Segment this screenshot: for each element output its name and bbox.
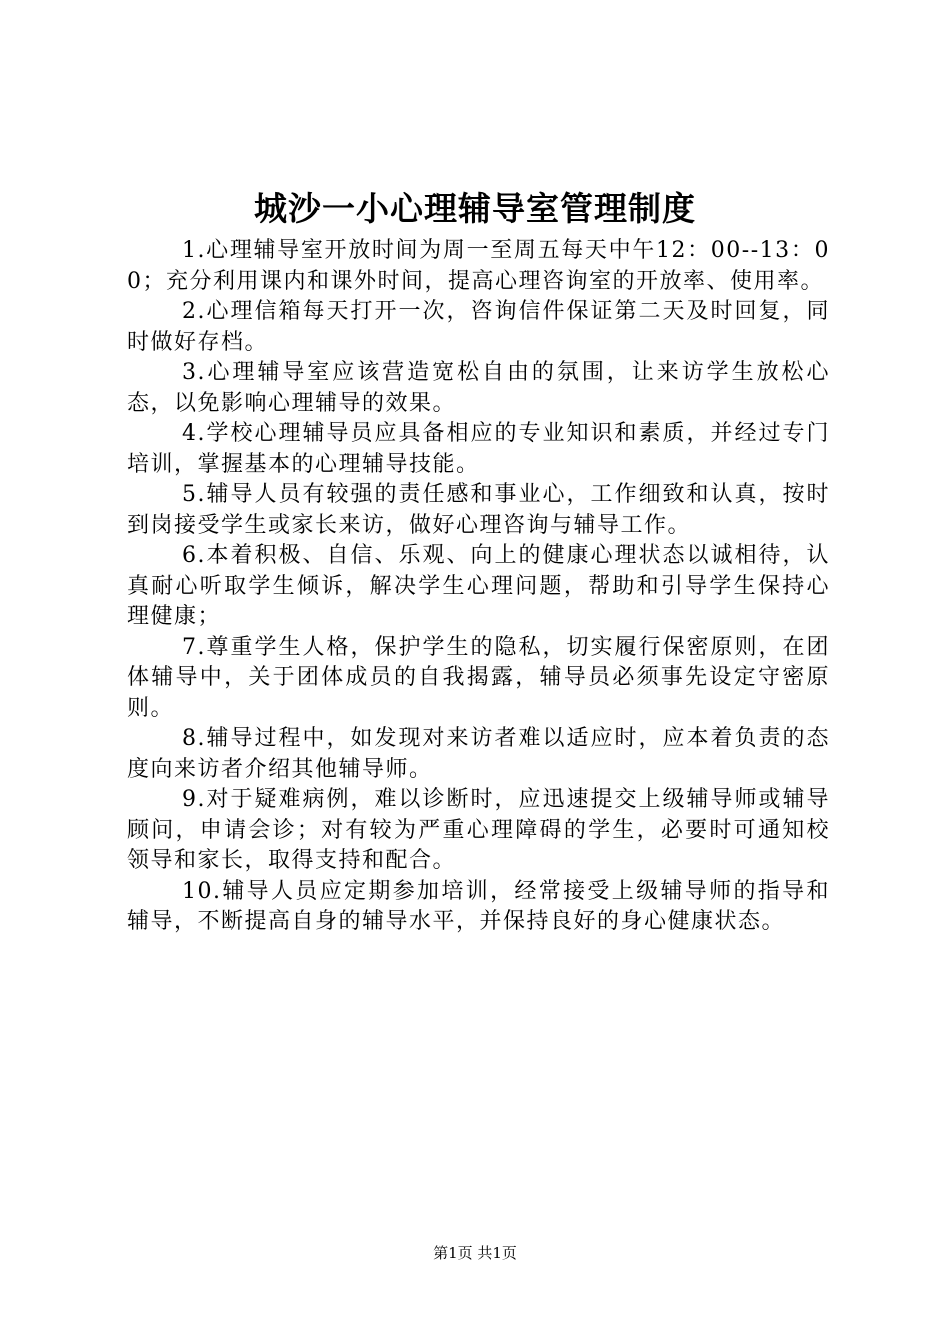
paragraph-5: 5.辅导人员有较强的责任感和事业心，工作细致和认真，按时到岗接受学生或家长来访，做好心理咨询与辅导工作。	[127, 482, 830, 538]
document-body	[127, 236, 830, 938]
paragraph-9: 9.对于疑难病例，难以诊断时，应迅速提交上级辅导师或辅导顾问，申请会诊；对有较为严重心理障碍的学生，必要时可通知校领导和家长，取得支持和配合。	[127, 787, 830, 873]
paragraph-2: 2.心理信箱每天打开一次，咨询信件保证第二天及时回复，同时做好存档。	[127, 299, 830, 355]
paragraph-10: 10.辅导人员应定期参加培训，经常接受上级辅导师的指导和辅导，不断提高自身的辅导水平，并保持良好的身心健康状态。	[127, 878, 830, 934]
paragraph-3: 3.心理辅导室应该营造宽松自由的氛围，让来访学生放松心态，以免影响心理辅导的效果。	[127, 360, 830, 416]
paragraph-7: 7.尊重学生人格，保护学生的隐私，切实履行保密原则，在团体辅导中，关于团体成员的自我揭露，辅导员必须事先设定守密原则。	[127, 634, 830, 721]
paragraph-4: 4.学校心理辅导员应具备相应的专业知识和素质，并经过专门培训，掌握基本的心理辅导技能。	[127, 421, 830, 477]
page-footer: 第1页 共1页	[433, 1244, 517, 1262]
paragraph-6: 6.本着积极、自信、乐观、向上的健康心理状态以诚相待，认真耐心听取学生倾诉，解决学生心理问题，帮助和引导学生保持心理健康；	[127, 543, 830, 629]
document-title: 城沙一小心理辅导室管理制度	[254, 189, 696, 228]
paragraph-1: 1.心理辅导室开放时间为周一至周五每天中午12：00--13：00；充分利用课内和课外时间，提高心理咨询室的开放率、使用率。	[127, 238, 830, 294]
paragraph-8: 8.辅导过程中，如发现对来访者难以适应时，应本着负责的态度向来访者介绍其他辅导师。	[127, 726, 830, 782]
